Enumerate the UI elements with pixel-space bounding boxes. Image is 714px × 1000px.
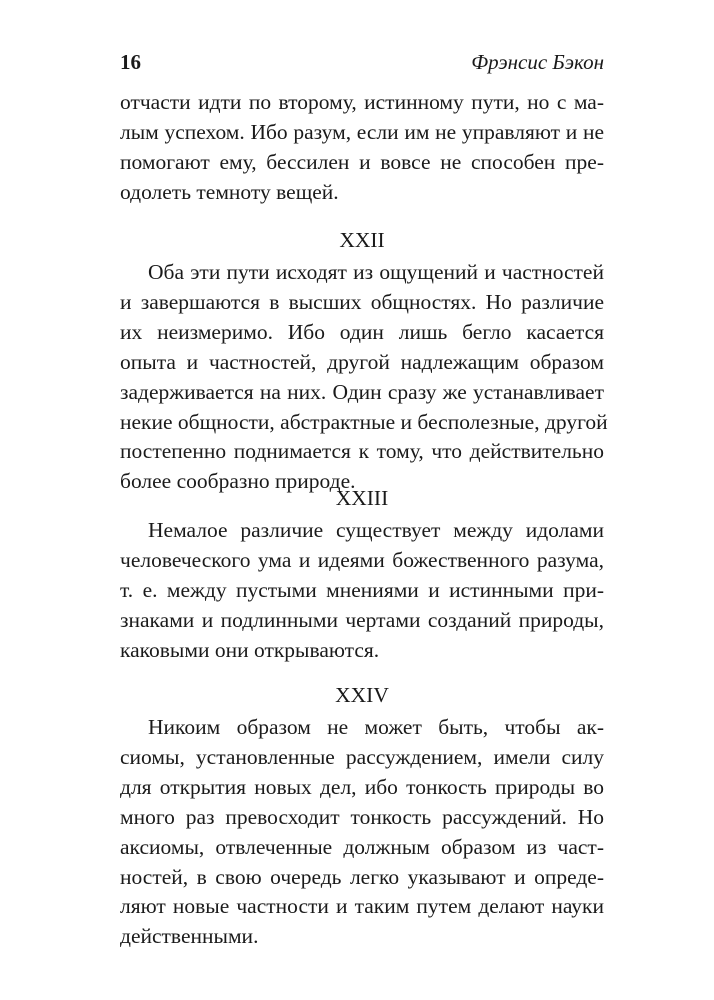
text-line: постепенно поднимается к тому, что действительно [120,439,604,464]
text-line: Немалое различие существует между идолами [148,518,604,542]
text-line: аксиомы, отвлеченные должным образом из част- [120,834,604,859]
section-xxii-paragraph [120,258,608,497]
running-head: Фрэнсис Бэкон [471,50,604,74]
text-line: их неизмеримо. Ибо один лишь бегло касается [120,319,604,344]
text-line: каковыми они открываются. [120,637,380,662]
text-line: ностей, в свою очередь легко указывают и опреде- [120,864,604,889]
text-line: отчасти идти по второму, истинному пути, но с ма- [120,90,604,114]
text-line: действенными. [120,924,259,949]
text-line: Никоим образом не может быть, чтобы ак- [148,715,604,739]
text-line: Оба эти пути исходят из ощущений и частностей [148,260,604,284]
text-line: сиомы, установленные рассуждением, имели силу [120,744,604,769]
text-line: т. е. между пустыми мнениями и истинными при- [120,577,604,602]
section-heading-xxii: XXII [339,228,385,252]
text-line: для открытия новых дел, ибо тонкость природы во [120,774,604,799]
section-heading-xxiii: XXIII [335,486,389,510]
section-xxiii-paragraph [120,516,604,666]
text-line: задерживается на них. Один сразу же устанавливает [120,379,604,404]
text-line: более сообразно природе. [120,469,356,494]
text-line: и завершаются в высших общностях. Но различие [120,289,604,314]
text-line: некие общности, абстрактные и бесполезные, другой [120,409,608,434]
text-line: опыта и частностей, другой надлежащим образом [120,349,604,374]
text-line: лым успехом. Ибо разум, если им не управляют и не [120,119,604,144]
section-heading-xxiv: XXIV [335,683,389,707]
text-line: одолеть темноту вещей. [120,179,339,204]
section-xxiv-paragraph [120,713,604,952]
text-line: ляют новые частности и таким путем делают науки [120,894,604,919]
text-line: человеческого ума и идеями божественного разума, [120,547,604,572]
intro-paragraph [120,88,604,208]
text-line: много раз превосходит тонкость рассуждений. Но [120,804,604,829]
text-line: знаками и подлинными чертами созданий природы, [120,607,604,632]
page-number: 16 [120,50,141,74]
text-line: помогают ему, бессилен и вовсе не способен пре- [120,149,604,174]
